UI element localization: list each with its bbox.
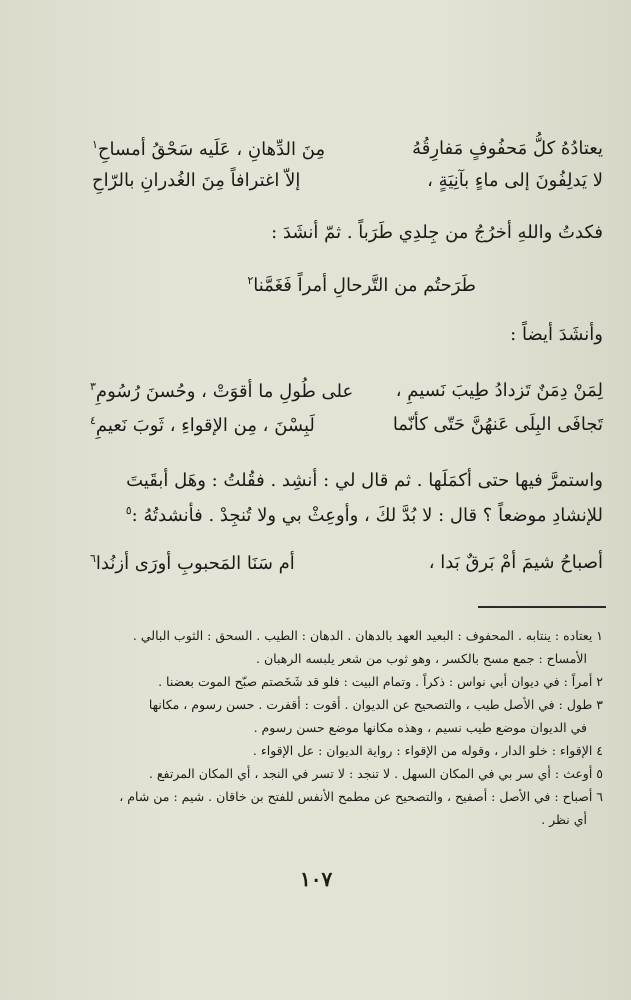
- footnote-line: [119, 789, 603, 804]
- hemistich-left: لَبِسْنَ ، مِن الإقواءِ ، ثَوبَ نَعيمِ: [95, 415, 315, 436]
- footnote-ref: ٤: [90, 414, 96, 427]
- footnote-text: ٥ أوعث : أي سر بي في المكان السهل . لا تنجد : لا تسر في النجد ، أي المكان المرتفع .: [148, 766, 603, 781]
- verse-line: [90, 380, 353, 402]
- page-number: ١٠٧: [300, 867, 333, 891]
- verse-line: [90, 414, 315, 436]
- hemistich-left: إلاّ اغترافاً مِنَ الغُدرانِ بالرّاحِ: [92, 170, 301, 191]
- footnote-text: ٤ الإقواء : خلو الدار ، وقوله من الإقواء : رواية الديوان : عل الإقواء .: [252, 743, 603, 758]
- verse-line: [92, 138, 325, 160]
- footnote-separator: [478, 606, 606, 608]
- footnote-line: [133, 628, 603, 643]
- footnote-ref: ٦: [90, 552, 96, 565]
- verse-line: [90, 552, 295, 574]
- hemistich-left: أم سَنَا المَحبوبِ أورَى أزنُدا: [95, 553, 295, 574]
- footnote-line: [253, 743, 603, 758]
- prose-line: [271, 222, 603, 243]
- verse-line: [247, 274, 476, 296]
- hemistich-right: لِمَنْ دِمَنٌ تَزدادُ طِيبَ نَسيمِ ،: [395, 380, 603, 401]
- footnote-ref: ٣: [90, 380, 96, 393]
- hemistich-right: تَجافَى البِلَى عَنهُنَّ حَتّى كأنّما: [392, 414, 603, 435]
- hemistich-left: مِنَ الدِّهانِ ، عَلَيه سَحْقُ أمساحِ: [97, 139, 326, 160]
- verse-line: [412, 138, 603, 159]
- prose-line: [126, 470, 603, 491]
- prose-text: وأنشَدَ أيضاً :: [510, 324, 603, 345]
- footnote-ref: ٢: [247, 274, 254, 287]
- prose-text: للإنشادِ موضعاً ؟ قال : لا بُدَّ لكَ ، وأوعِثْ بي ولا تُنجِدْ . فأنشدتُهُ :: [131, 505, 603, 526]
- hemistich-left: على طُولِ ما أقوَتْ ، وحُسنَ رُسُومِ: [95, 381, 354, 402]
- prose-text: واستمرَّ فيها حتى أكمَلَها . ثم قال لي : أنشِد . فقُلتُ : وهَل أبقَيتَ: [126, 470, 603, 491]
- footnote-line: [256, 651, 587, 666]
- footnote-text: أي نظر .: [541, 812, 587, 827]
- footnote-line: [158, 674, 603, 689]
- verse-line: [393, 414, 603, 435]
- hemistich-right: أصباحُ شيمَ أمْ بَرقٌ بَدا ،: [428, 552, 603, 573]
- footnote-ref: ١: [92, 138, 98, 151]
- footnote-text: ٦ أصباح : في الأصل : أصفيح ، والتصحيح عن مطمح الأنفس للفتح بن خاقان . شيم : من شام ،: [119, 789, 603, 804]
- verse-text: طَرَحتُم من التَّرحالِ أمراً فَغَمَّنا: [253, 275, 476, 296]
- footnote-text: الأمساح : جمع مسح بالكسر ، وهو ثوب من شعر يلبسه الرهبان .: [256, 651, 587, 666]
- footnote-text: ١ يعتاده : ينتابه . المحفوف : البعيد العهد بالدهان . الدهان : الطيب . السحق : الثوب البالي .: [132, 628, 603, 643]
- verse-line: [396, 380, 603, 401]
- hemistich-right: يعتادُهُ كلُّ مَحفُوفٍ مَفارِقُهُ: [412, 138, 603, 159]
- footnote-text: ٢ أمراً : في ديوان أبي نواس : ذكراً . وتمام البيت : فلو قد شَخَصتم صبّح الموت بعضنا .: [158, 674, 603, 689]
- prose-line: [510, 324, 603, 345]
- hemistich-right: لا يَدلِفُونَ إلى ماءٍ بآنِيَةٍ ،: [427, 170, 603, 191]
- footnote-text: في الديوان موضع طيب نسيم ، وهذه مكانها موضع حسن رسوم .: [253, 720, 587, 735]
- footnote-line: [149, 697, 603, 712]
- prose-text: فكدتُ واللهِ أخرُجُ من جِلدِي طَرَباً . ثمّ أنشَدَ :: [271, 222, 603, 243]
- footnote-line: [541, 812, 587, 827]
- verse-line: [429, 552, 603, 573]
- footnote-ref: ٥: [125, 504, 132, 517]
- footnote-line: [149, 766, 603, 781]
- verse-line: [92, 170, 300, 191]
- footnote-text: ٣ طول : في الأصل طيب ، والتصحيح عن الديوان . أقوت : أقفرت . حسن رسوم ، مكانها: [148, 697, 603, 712]
- prose-line: [126, 504, 603, 526]
- verse-line: [427, 170, 603, 191]
- footnote-line: [254, 720, 587, 735]
